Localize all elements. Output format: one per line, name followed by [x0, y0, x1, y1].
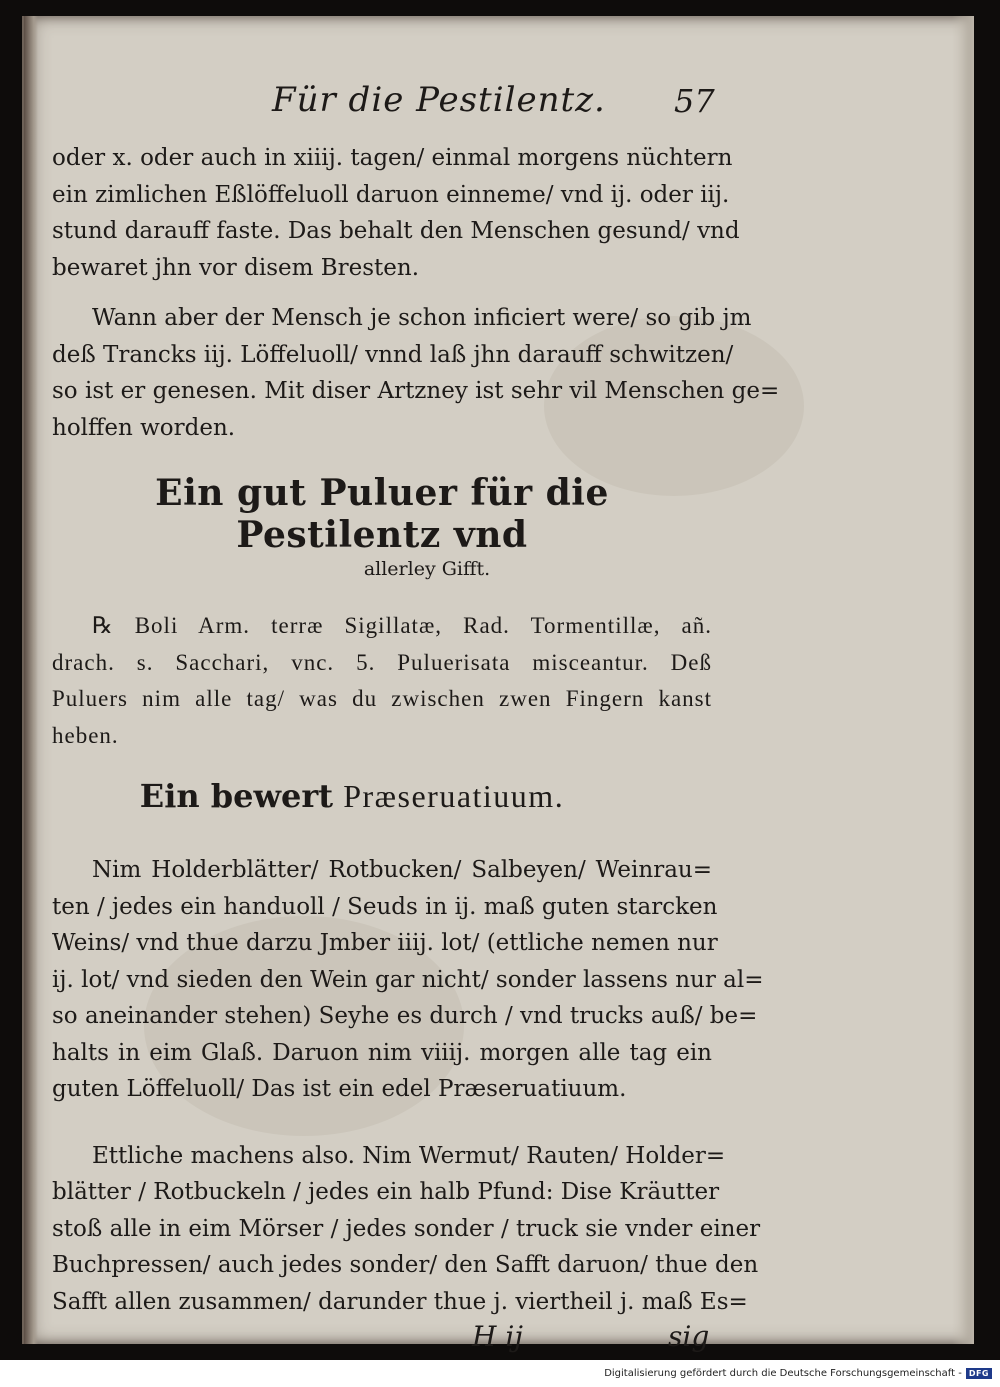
text-line: stoß alle in eim Mörser / jedes sonder / truck sie vnder einer: [52, 1215, 761, 1242]
text-line: drach. s. Sacchari, vnc. 5. Puluerisata misceantur. Deß: [52, 649, 712, 675]
digitization-credit: [604, 1368, 992, 1379]
text-line: bewaret jhn vor disem Bresten.: [52, 254, 420, 281]
catchword: sig: [668, 1320, 710, 1353]
page-footer: [52, 1320, 712, 1360]
section-subheading: allerley Gifft.: [363, 558, 491, 580]
text-line: stund darauff faste. Das behalt den Menschen gesund/ vnd: [52, 218, 740, 244]
text-line: Buchpressen/ auch jedes sonder/ den Safft daruon/ thue den: [52, 1252, 759, 1278]
text-line: so aneinander stehen) Seyhe es durch / vnd trucks auß/ be=: [52, 1003, 758, 1029]
text-line: Wann aber der Mensch je schon inficiert were/ so gib jm: [92, 305, 752, 331]
text-line: heben.: [52, 722, 119, 748]
paragraph: [52, 300, 780, 446]
page-edge: [952, 16, 974, 1344]
recipe-paragraph: [52, 608, 712, 754]
paragraph: [52, 852, 764, 1108]
page-gutter-shadow: [24, 16, 38, 1344]
signature-mark: H ij: [472, 1320, 523, 1353]
page-number: 57: [674, 82, 715, 120]
credit-text: Digitalisierung gefördert durch die Deutsche Forschungsgemeinschaft -: [604, 1368, 962, 1379]
text-line: ℞ Boli Arm. terræ Sigillatæ, Rad. Tormentillæ, añ.: [92, 613, 712, 638]
text-line: guten Löffeluoll/ Das ist ein edel Præseruatiuum.: [52, 1076, 627, 1102]
text-line: so ist er genesen. Mit diser Artzney ist sehr vil Menschen ge=: [52, 378, 780, 404]
text-line: ij. lot/ vnd sieden den Wein gar nicht/ sonder lassens nur al=: [52, 966, 764, 993]
text-line: blätter / Rotbuckeln / jedes ein halb Pfund: Dise Kräutter: [52, 1179, 720, 1205]
text-line: Puluers nim alle tag/ was du zwischen zwen Fingern kanst: [52, 686, 712, 711]
text-line: ten / jedes ein handuoll / Seuds in ij. maß guten starcken: [52, 893, 718, 920]
page-header: [52, 80, 715, 130]
text-line: Ettliche machens also. Nim Wermut/ Rauten/ Holder=: [92, 1142, 726, 1169]
running-head: Für die Pestilentz.: [272, 80, 606, 120]
paragraph: [52, 1138, 761, 1321]
text-line: Safft allen zusammen/ darunder thue j. viertheil j. maß Es=: [52, 1288, 748, 1315]
text-line: Weins/ vnd thue darzu Jmber iiij. lot/ (ettliche nemen nur: [52, 930, 718, 956]
paragraph: [52, 140, 740, 286]
text-line: deß Trancks iij. Löffeluoll/ vnnd laß jhn darauff schwitzen/: [52, 341, 734, 368]
text-line: Nim Holderblätter/ Rotbucken/ Salbeyen/ Weinrau=: [92, 857, 712, 883]
page-text: [52, 80, 780, 1360]
heading-latin: Præseruatiuum.: [343, 778, 565, 814]
text-line: oder x. oder auch in xiiij. tagen/ einmal morgens nüchtern: [52, 145, 733, 171]
section-heading: [0, 774, 712, 818]
book-page: [22, 16, 974, 1353]
text-line: halts in eim Glaß. Daruon nim viiij. morgen alle tag ein: [52, 1039, 712, 1066]
text-line: ein zimlichen Eßlöffeluoll daruon einneme/ vnd ij. oder iij.: [52, 181, 730, 208]
text-line: holffen worden.: [52, 414, 236, 441]
section-heading: Ein gut Puluer für die Pestilentz vnd: [155, 472, 609, 556]
dfg-logo: DFG: [966, 1368, 992, 1379]
heading-german: Ein bewert: [139, 777, 334, 815]
